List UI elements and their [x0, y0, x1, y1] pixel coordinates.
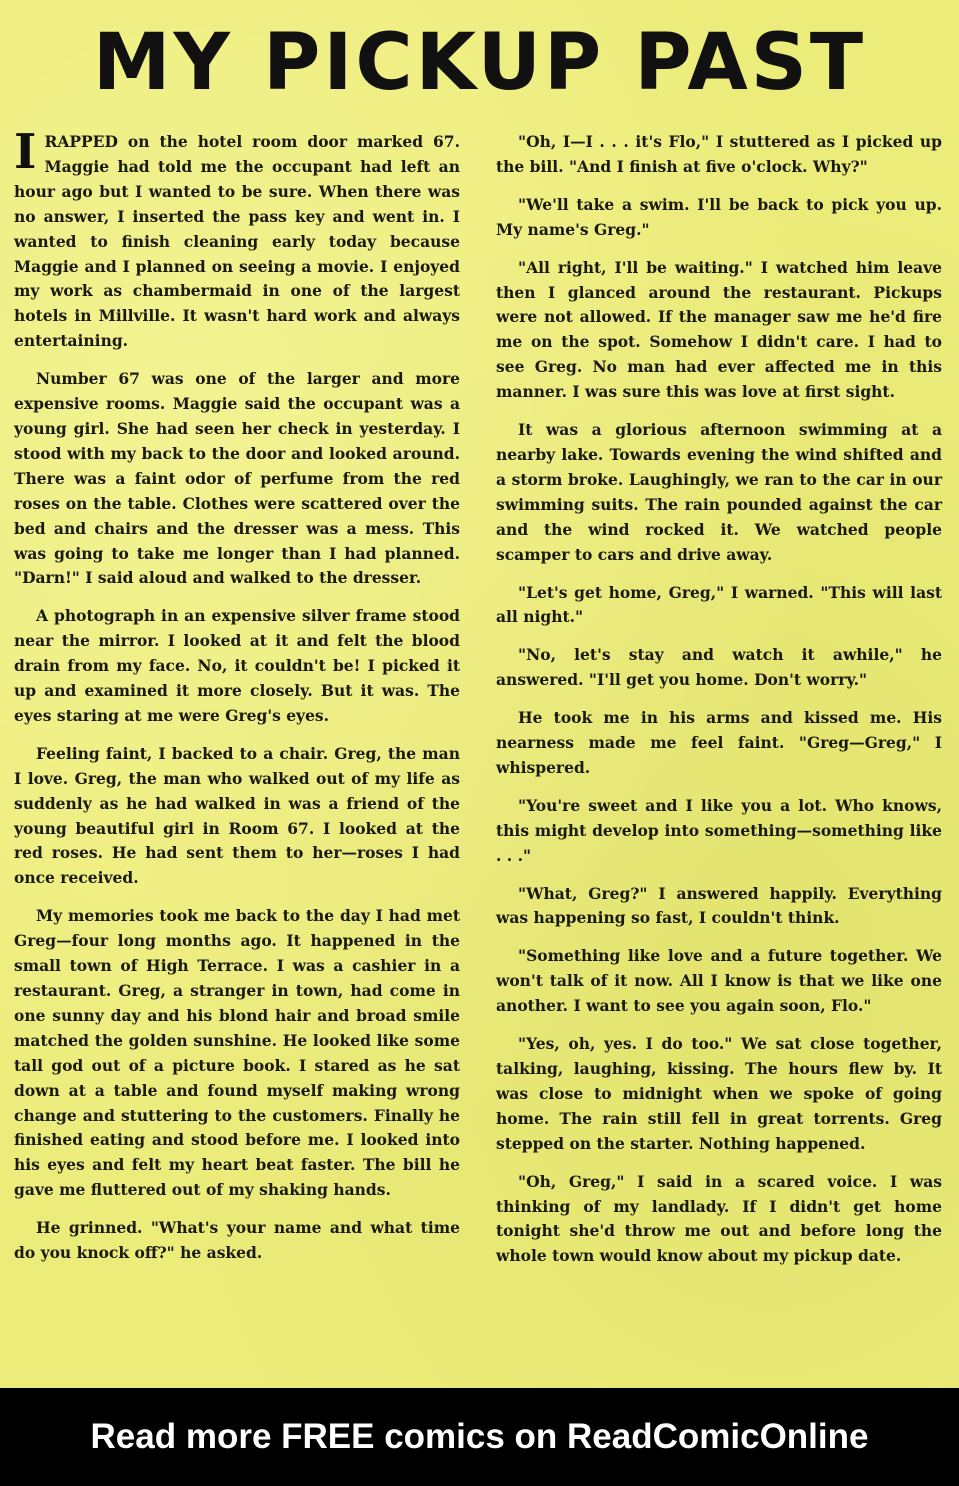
left-column — [14, 124, 460, 1279]
paragraph: It was a glorious afternoon swimming at a nearby lake. Towards evening the wind shifted and a storm broke. Laughingly, we ran to the car in our swimming suits. The rain pounded against the car and the wind rocked it. We watched people scamper to cars and drive away. — [496, 420, 942, 564]
paragraph: He grinned. "What's your name and what time do you knock off?" he asked. — [14, 1218, 460, 1263]
promo-banner[interactable] — [0, 1388, 959, 1486]
paragraph: My memories took me back to the day I had met Greg—four long months ago. It happened in the small town of High Terrace. I was a cashier in a restaurant. Greg, a stranger in town, had come in one sunny day and his blond hair and broad smile matched the golden sunshine. He looked like some tall god out of a picture book. I stared as he sat down at a table and found myself making wrong change and stuttering to the customers. Finally he finished eating and stood before me. I looked into his eyes and felt my heart beat faster. The bill he gave me fluttered out of my shaking hands. — [14, 906, 460, 1200]
drop-cap: I — [14, 124, 37, 180]
paragraph: "Oh, I—I . . . it's Flo," I stuttered as I picked up the bill. "And I finish at five o'clock. Why?" — [496, 132, 942, 176]
paragraph: "Let's get home, Greg," I warned. "This will last all night." — [496, 582, 942, 627]
paragraph: "What, Greg?" I answered happily. Everything was happening so fast, I couldn't think. — [496, 883, 942, 928]
promo-banner-text: Read more FREE comics on ReadComicOnline — [90, 1417, 869, 1456]
paragraph — [14, 124, 460, 354]
paragraph: Feeling faint, I backed to a chair. Greg, the man I love. Greg, the man who walked out of my life as suddenly as he had walked in was a friend of the young beautiful girl in Room 67. I looked at the red roses. He had sent them to her—roses I had once received. — [14, 743, 460, 888]
right-column — [496, 130, 942, 1282]
paragraph: "We'll take a swim. I'll be back to pick you up. My name's Greg." — [496, 194, 942, 239]
paragraph: "All right, I'll be waiting." I watched him leave then I glanced around the restaurant. Pickups were not allowed. If the manager saw me he'd fire me on the spot. Somehow I didn't care. I had to see Greg. No man had ever affected me in this manner. I was sure this was love at first sight. — [496, 257, 942, 402]
paragraph-text: RAPPED on the hotel room door marked 67. Maggie had told me the occupant had left an hour ago but I wanted to be sure. When there was no answer, I inserted the pass key and went in. I wanted to finish cleaning early today because Maggie and I planned on seeing a movie. I enjoyed my work as chambermaid in one of the largest hotels in Millville. It wasn't hard work and always entertaining. — [14, 132, 460, 351]
paragraph: "Yes, oh, yes. I do too." We sat close together, talking, laughing, kissing. The hours flew by. It was close to midnight when we spoke of going home. The rain still fell in great torrents. Greg stepped on the starter. Nothing happened. — [496, 1034, 942, 1153]
paragraph: "No, let's stay and watch it awhile," he answered. "I'll get you home. Don't worry." — [496, 645, 942, 690]
story-title: MY PICKUP PAST — [92, 18, 867, 108]
paragraph: "Something like love and a future together. We won't talk of it now. All I know is that we like one another. I want to see you again soon, Flo." — [496, 946, 942, 1016]
paragraph: Number 67 was one of the larger and more expensive rooms. Maggie said the occupant was a young girl. She had seen her check in yesterday. I stood with my back to the door and looked around. There was a faint odor of perfume from the red roses on the table. Clothes were scattered over the bed and chairs and the dresser was a mess. This was going to take me longer than I had planned. "Darn!" I said aloud and walked to the dresser. — [14, 369, 460, 588]
paragraph: "Oh, Greg," I said in a scared voice. I was thinking of my landlady. If I didn't get home tonight she'd throw me out and before long the whole town would know about my pickup date. — [496, 1171, 942, 1266]
paragraph: "You're sweet and I like you a lot. Who knows, this might develop into something—something like . . ." — [496, 795, 942, 865]
paragraph: He took me in his arms and kissed me. His nearness made me feel faint. "Greg—Greg," I whispered. — [496, 708, 942, 777]
paragraph: A photograph in an expensive silver frame stood near the mirror. I looked at it and felt the blood drain from my face. No, it couldn't be! I picked it up and examined it more closely. But it was. The eyes staring at me were Greg's eyes. — [14, 606, 460, 725]
